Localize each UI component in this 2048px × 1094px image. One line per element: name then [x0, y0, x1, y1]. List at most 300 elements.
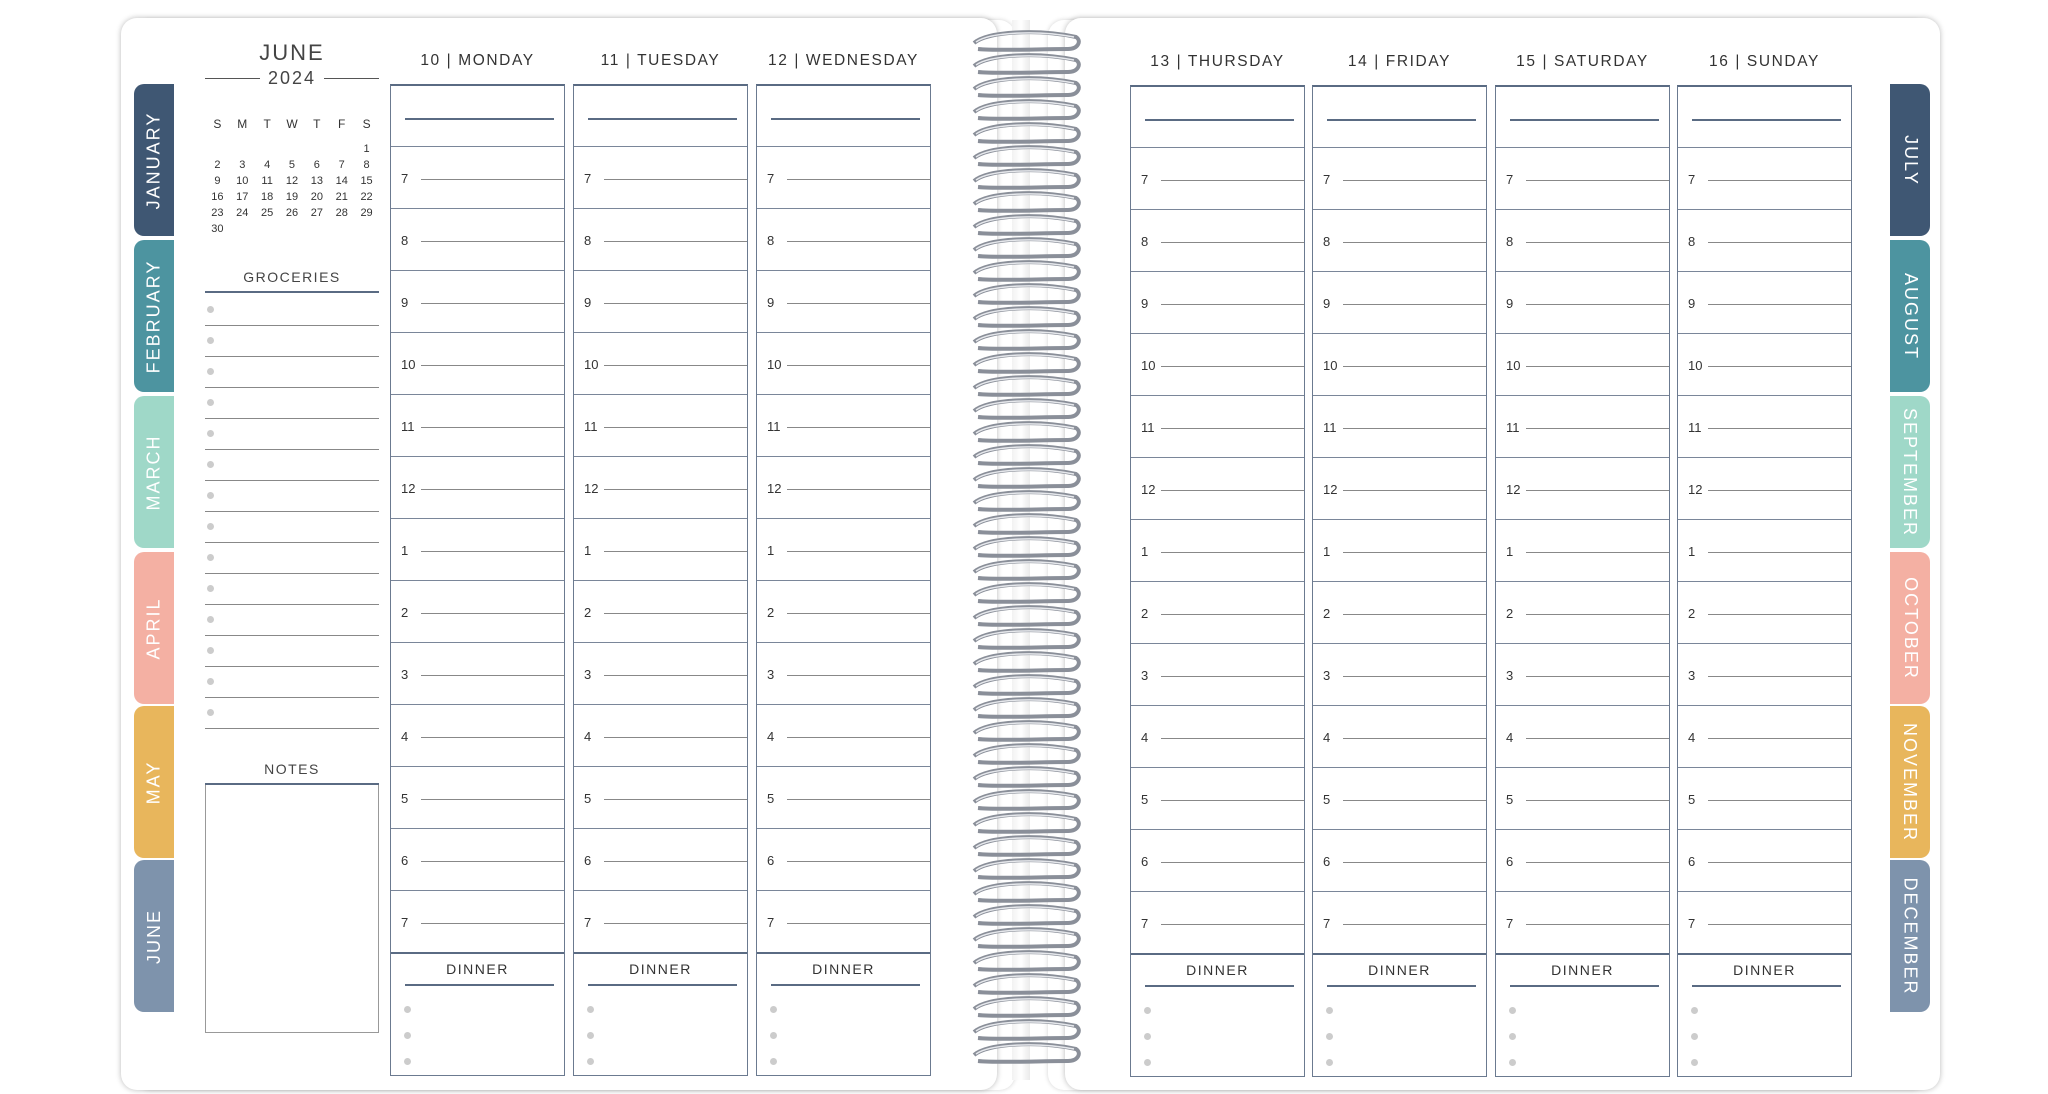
- hour-slot[interactable]: [1496, 829, 1669, 891]
- half-hour-line: [604, 365, 747, 366]
- calendar-day[interactable]: 14: [335, 175, 348, 187]
- calendar-day[interactable]: 26: [285, 207, 299, 219]
- calendar-blank: [230, 223, 255, 235]
- day-top-entry[interactable]: [1313, 87, 1486, 147]
- hour-label: 8: [1506, 234, 1514, 249]
- day-top-entry[interactable]: [1131, 87, 1304, 147]
- grocery-line[interactable]: [205, 512, 379, 543]
- hour-label: 9: [1323, 296, 1331, 311]
- half-hour-line: [604, 923, 747, 924]
- spiral-coil: [974, 538, 1079, 556]
- hour-slot[interactable]: [391, 642, 564, 704]
- hour-slot[interactable]: [1313, 519, 1486, 581]
- hour-label: 2: [1141, 606, 1149, 621]
- hour-slot[interactable]: [1496, 147, 1669, 209]
- hour-slot[interactable]: [757, 580, 930, 642]
- hour-slot[interactable]: [1313, 271, 1486, 333]
- notes-label: NOTES: [264, 761, 320, 777]
- calendar-day[interactable]: 17: [236, 191, 249, 203]
- tab-label: JANUARY: [143, 111, 164, 209]
- hour-slot[interactable]: [1678, 829, 1851, 891]
- hour-slot[interactable]: [1131, 519, 1304, 581]
- hour-slot[interactable]: [1496, 519, 1669, 581]
- hour-slot[interactable]: [757, 332, 930, 394]
- hour-slot[interactable]: [1131, 643, 1304, 705]
- hour-slot[interactable]: [1131, 457, 1304, 519]
- half-hour-line: [787, 675, 930, 676]
- hour-slot[interactable]: [1678, 209, 1851, 271]
- hour-slot[interactable]: [1678, 457, 1851, 519]
- spiral-coil: [974, 308, 1079, 326]
- calendar-day[interactable]: 6: [313, 159, 320, 171]
- tab-february[interactable]: [134, 240, 174, 392]
- spiral-coil: [974, 170, 1079, 188]
- calendar-blank: [205, 143, 230, 155]
- hour-slot[interactable]: [574, 642, 747, 704]
- hour-slot[interactable]: [1496, 581, 1669, 643]
- calendar-day[interactable]: 18: [261, 191, 274, 203]
- half-hour-line: [604, 427, 747, 428]
- half-hour-line: [1526, 614, 1669, 615]
- half-hour-line: [1161, 862, 1304, 863]
- half-hour-line: [421, 675, 564, 676]
- half-hour-line: [1708, 304, 1851, 305]
- hour-slot[interactable]: [1313, 209, 1486, 271]
- grocery-line[interactable]: [205, 450, 379, 481]
- tab-july[interactable]: [1890, 84, 1930, 236]
- day-schedule: [1495, 85, 1670, 1077]
- day-schedule: [1677, 85, 1852, 1077]
- top-entry-line: [588, 118, 737, 120]
- hour-slot[interactable]: [1313, 767, 1486, 829]
- spiral-coil: [974, 745, 1079, 763]
- calendar-day[interactable]: 15: [360, 175, 373, 187]
- hour-slot[interactable]: [1131, 891, 1304, 953]
- hour-slot[interactable]: [1313, 457, 1486, 519]
- hour-slot[interactable]: [757, 270, 930, 332]
- grocery-line[interactable]: [205, 481, 379, 512]
- hour-slot[interactable]: [391, 518, 564, 580]
- calendar-day[interactable]: 25: [261, 207, 274, 219]
- hour-label: 7: [584, 171, 592, 186]
- hour-label: 9: [1141, 296, 1149, 311]
- hour-slot[interactable]: [1678, 395, 1851, 457]
- hour-slot[interactable]: [757, 146, 930, 208]
- hour-label: 9: [584, 295, 592, 310]
- hour-label: 6: [1506, 854, 1514, 869]
- hour-slot[interactable]: [1678, 705, 1851, 767]
- grocery-line[interactable]: [205, 388, 379, 419]
- hour-label: 5: [584, 791, 592, 806]
- hour-slot[interactable]: [1496, 767, 1669, 829]
- hour-label: 1: [401, 543, 409, 558]
- hour-label: 7: [401, 171, 409, 186]
- half-hour-line: [1708, 428, 1851, 429]
- hour-slot[interactable]: [1496, 705, 1669, 767]
- hour-label: 12: [401, 481, 416, 496]
- day-top-entry[interactable]: [757, 86, 930, 146]
- hour-slot[interactable]: [1496, 891, 1669, 953]
- hour-slot[interactable]: [757, 518, 930, 580]
- tab-january[interactable]: [134, 84, 174, 236]
- spiral-coil: [974, 837, 1079, 855]
- day-top-entry[interactable]: [574, 86, 747, 146]
- spiral-coil: [974, 929, 1079, 947]
- dinner-section[interactable]: [1131, 953, 1304, 1076]
- half-hour-line: [787, 737, 930, 738]
- calendar-day[interactable]: 23: [211, 207, 224, 219]
- half-hour-line: [1526, 676, 1669, 677]
- calendar-day[interactable]: 30: [211, 223, 224, 235]
- grocery-line[interactable]: [205, 326, 379, 357]
- half-hour-line: [604, 613, 747, 614]
- hour-label: 5: [1688, 792, 1696, 807]
- bullet-dot: [1144, 1059, 1151, 1066]
- day-column-left-1: [573, 38, 748, 1076]
- hour-label: 1: [767, 543, 775, 558]
- hour-slot[interactable]: [1313, 643, 1486, 705]
- half-hour-line: [787, 613, 930, 614]
- bullet-dot: [770, 1058, 777, 1065]
- hour-slot[interactable]: [1678, 767, 1851, 829]
- hour-label: 8: [767, 233, 775, 248]
- tab-april[interactable]: [134, 552, 174, 704]
- bullet-dot: [207, 585, 214, 592]
- half-hour-line: [1708, 242, 1851, 243]
- hour-slot[interactable]: [1678, 581, 1851, 643]
- hour-slot[interactable]: [391, 828, 564, 890]
- hour-label: 6: [584, 853, 592, 868]
- hour-label: 8: [1323, 234, 1331, 249]
- tab-june[interactable]: [134, 860, 174, 1012]
- hour-label: 1: [1141, 544, 1149, 559]
- tab-november[interactable]: [1890, 706, 1930, 858]
- half-hour-line: [1161, 180, 1304, 181]
- hour-label: 5: [1506, 792, 1514, 807]
- hour-slot[interactable]: [757, 642, 930, 704]
- calendar-day[interactable]: 4: [264, 159, 271, 171]
- hour-slot[interactable]: [1313, 829, 1486, 891]
- day-column-right-0: [1130, 39, 1305, 1077]
- dinner-section[interactable]: [391, 952, 564, 1075]
- bullet-dot: [1326, 1059, 1333, 1066]
- hour-label: 11: [1323, 420, 1337, 435]
- groceries-rule: [205, 291, 379, 293]
- hour-label: 12: [1688, 482, 1703, 497]
- hour-slot[interactable]: [1496, 209, 1669, 271]
- top-entry-line: [771, 118, 920, 120]
- calendar-day[interactable]: 3: [239, 159, 246, 171]
- dinner-section[interactable]: [574, 952, 747, 1075]
- hour-slot[interactable]: [574, 332, 747, 394]
- day-schedule: [756, 84, 931, 1076]
- weekday-header: S: [213, 117, 222, 131]
- calendar-day[interactable]: 7: [338, 159, 345, 171]
- top-entry-line: [405, 118, 554, 120]
- day-column-left-2: [756, 38, 931, 1076]
- calendar-day[interactable]: 12: [285, 175, 299, 187]
- hour-slot[interactable]: [1131, 581, 1304, 643]
- dinner-section[interactable]: [1313, 953, 1486, 1076]
- hour-slot[interactable]: [391, 394, 564, 456]
- hour-slot[interactable]: [574, 456, 747, 518]
- half-hour-line: [1526, 552, 1669, 553]
- day-column-right-1: [1312, 39, 1487, 1077]
- hour-label: 6: [767, 853, 775, 868]
- hour-slot[interactable]: [391, 456, 564, 518]
- hour-label: 12: [767, 481, 782, 496]
- calendar-day[interactable]: 29: [360, 207, 373, 219]
- hour-slot[interactable]: [1496, 333, 1669, 395]
- half-hour-line: [1161, 552, 1304, 553]
- tab-august[interactable]: [1890, 240, 1930, 392]
- hour-label: 11: [1141, 420, 1155, 435]
- spiral-coil: [974, 860, 1079, 878]
- calendar-day[interactable]: 24: [236, 207, 249, 219]
- hour-slot[interactable]: [1313, 147, 1486, 209]
- tab-may[interactable]: [134, 706, 174, 858]
- calendar-day[interactable]: 27: [310, 207, 323, 219]
- half-hour-line: [1343, 862, 1486, 863]
- hour-slot[interactable]: [574, 270, 747, 332]
- hour-label: 5: [1141, 792, 1149, 807]
- hour-slot[interactable]: [391, 146, 564, 208]
- hour-slot[interactable]: [757, 828, 930, 890]
- calendar-day[interactable]: 22: [360, 191, 373, 203]
- calendar-day[interactable]: 8: [363, 159, 370, 171]
- spiral-coil: [974, 446, 1079, 464]
- hour-slot[interactable]: [757, 766, 930, 828]
- day-column-right-2: [1495, 39, 1670, 1077]
- grocery-line[interactable]: [205, 295, 379, 326]
- grocery-line[interactable]: [205, 357, 379, 388]
- hour-slot[interactable]: [1678, 333, 1851, 395]
- spiral-coil: [974, 998, 1079, 1016]
- tab-december[interactable]: [1890, 860, 1930, 1012]
- hour-slot[interactable]: [574, 580, 747, 642]
- calendar-day[interactable]: 28: [335, 207, 348, 219]
- hour-label: 4: [1506, 730, 1514, 745]
- bullet-dot: [1326, 1033, 1333, 1040]
- half-hour-line: [1343, 242, 1486, 243]
- dinner-section[interactable]: [757, 952, 930, 1075]
- bullet-dot: [207, 616, 214, 623]
- hour-slot[interactable]: [1131, 829, 1304, 891]
- hour-slot[interactable]: [391, 332, 564, 394]
- dinner-section[interactable]: [1678, 953, 1851, 1076]
- mini-calendar: [205, 117, 379, 235]
- hour-label: 4: [401, 729, 409, 744]
- tab-label: APRIL: [143, 596, 164, 660]
- hour-label: 1: [1506, 544, 1514, 559]
- hour-label: 7: [1141, 916, 1149, 931]
- hour-slot[interactable]: [757, 704, 930, 766]
- hour-slot[interactable]: [574, 394, 747, 456]
- hour-slot[interactable]: [1313, 891, 1486, 953]
- hour-slot[interactable]: [757, 890, 930, 952]
- calendar-day[interactable]: 20: [310, 191, 323, 203]
- hour-slot[interactable]: [1313, 333, 1486, 395]
- hour-slot[interactable]: [574, 518, 747, 580]
- hour-slot[interactable]: [391, 890, 564, 952]
- half-hour-line: [1343, 552, 1486, 553]
- hour-label: 4: [1141, 730, 1149, 745]
- spiral-coil: [974, 423, 1079, 441]
- notes-box[interactable]: [205, 785, 379, 1033]
- hour-slot[interactable]: [1313, 705, 1486, 767]
- calendar-day[interactable]: 13: [310, 175, 323, 187]
- hour-slot[interactable]: [1131, 767, 1304, 829]
- hour-slot[interactable]: [391, 704, 564, 766]
- hour-label: 7: [401, 915, 409, 930]
- hour-label: 11: [767, 419, 781, 434]
- bullet-dot: [207, 554, 214, 561]
- hour-label: 10: [767, 357, 782, 372]
- hour-slot[interactable]: [574, 208, 747, 270]
- hour-slot[interactable]: [391, 766, 564, 828]
- hour-slot[interactable]: [1131, 705, 1304, 767]
- hour-label: 11: [401, 419, 415, 434]
- hour-slot[interactable]: [574, 766, 747, 828]
- dinner-label: DINNER: [1551, 962, 1614, 978]
- hour-slot[interactable]: [1678, 891, 1851, 953]
- grocery-line[interactable]: [205, 574, 379, 605]
- day-top-entry[interactable]: [1678, 87, 1851, 147]
- half-hour-line: [1161, 800, 1304, 801]
- half-hour-line: [1708, 366, 1851, 367]
- hour-label: 6: [1141, 854, 1149, 869]
- half-hour-line: [604, 303, 747, 304]
- bullet-dot: [207, 306, 214, 313]
- grocery-line[interactable]: [205, 698, 379, 729]
- tab-october[interactable]: [1890, 552, 1930, 704]
- hour-slot[interactable]: [391, 270, 564, 332]
- half-hour-line: [787, 303, 930, 304]
- hour-label: 6: [1688, 854, 1696, 869]
- hour-slot[interactable]: [1678, 643, 1851, 705]
- grocery-line[interactable]: [205, 543, 379, 574]
- calendar-day[interactable]: 1: [363, 143, 370, 155]
- hour-label: 4: [1323, 730, 1331, 745]
- tab-label: JUNE: [143, 908, 164, 964]
- grocery-line[interactable]: [205, 636, 379, 667]
- hour-label: 12: [1141, 482, 1156, 497]
- half-hour-line: [421, 923, 564, 924]
- hour-slot[interactable]: [1131, 147, 1304, 209]
- hour-slot[interactable]: [574, 828, 747, 890]
- hour-slot[interactable]: [1131, 209, 1304, 271]
- hour-slot[interactable]: [1131, 395, 1304, 457]
- bullet-dot: [207, 678, 214, 685]
- half-hour-line: [787, 799, 930, 800]
- calendar-day[interactable]: 11: [261, 175, 273, 187]
- dinner-section[interactable]: [1496, 953, 1669, 1076]
- top-entry-line: [1145, 119, 1294, 121]
- bullet-dot: [1691, 1033, 1698, 1040]
- hour-slot[interactable]: [1678, 271, 1851, 333]
- hour-slot[interactable]: [574, 146, 747, 208]
- hour-slot[interactable]: [574, 890, 747, 952]
- hour-slot[interactable]: [1313, 581, 1486, 643]
- spiral-coil: [974, 722, 1079, 740]
- half-hour-line: [421, 613, 564, 614]
- grocery-line[interactable]: [205, 605, 379, 636]
- calendar-day[interactable]: 16: [211, 191, 224, 203]
- hour-slot[interactable]: [1131, 271, 1304, 333]
- calendar-blank: [354, 223, 379, 235]
- half-hour-line: [1708, 490, 1851, 491]
- half-hour-line: [421, 365, 564, 366]
- hour-label: 9: [767, 295, 775, 310]
- half-hour-line: [604, 241, 747, 242]
- tab-label: SEPTEMBER: [1900, 407, 1921, 537]
- half-hour-line: [1526, 180, 1669, 181]
- hour-label: 5: [401, 791, 409, 806]
- tab-march[interactable]: [134, 396, 174, 548]
- calendar-day[interactable]: 2: [214, 159, 221, 171]
- hour-label: 4: [1688, 730, 1696, 745]
- hour-slot[interactable]: [1496, 457, 1669, 519]
- dinner-rule: [1327, 985, 1476, 987]
- hour-slot[interactable]: [391, 208, 564, 270]
- bullet-dot: [1691, 1007, 1698, 1014]
- hour-label: 10: [1688, 358, 1703, 373]
- hour-label: 4: [767, 729, 775, 744]
- calendar-day[interactable]: 10: [236, 175, 249, 187]
- half-hour-line: [787, 861, 930, 862]
- calendar-day[interactable]: 9: [214, 175, 221, 187]
- tab-september[interactable]: [1890, 396, 1930, 548]
- hour-slot[interactable]: [757, 208, 930, 270]
- calendar-day[interactable]: 21: [335, 191, 348, 203]
- day-header: 11 | TUESDAY: [600, 52, 721, 69]
- calendar-day[interactable]: 19: [285, 191, 299, 203]
- bullet-dot: [207, 492, 214, 499]
- hour-label: 11: [584, 419, 598, 434]
- half-hour-line: [604, 179, 747, 180]
- spiral-coil: [974, 906, 1079, 924]
- bullet-dot: [207, 709, 214, 716]
- day-top-entry[interactable]: [391, 86, 564, 146]
- half-hour-line: [1526, 738, 1669, 739]
- hour-slot[interactable]: [391, 580, 564, 642]
- spiral-coil: [974, 55, 1079, 73]
- hour-slot[interactable]: [1496, 643, 1669, 705]
- half-hour-line: [1161, 366, 1304, 367]
- hour-slot[interactable]: [757, 456, 930, 518]
- hour-label: 2: [1323, 606, 1331, 621]
- bullet-dot: [1509, 1059, 1516, 1066]
- half-hour-line: [421, 551, 564, 552]
- dinner-rule: [1510, 985, 1659, 987]
- hour-slot[interactable]: [1678, 519, 1851, 581]
- hour-slot[interactable]: [1678, 147, 1851, 209]
- hour-slot[interactable]: [757, 394, 930, 456]
- groceries-label: GROCERIES: [243, 269, 341, 285]
- calendar-day[interactable]: 5: [288, 159, 296, 171]
- hour-label: 1: [1688, 544, 1696, 559]
- hour-slot[interactable]: [574, 704, 747, 766]
- spiral-coil: [974, 469, 1079, 487]
- hour-slot[interactable]: [1131, 333, 1304, 395]
- grocery-line[interactable]: [205, 667, 379, 698]
- hour-slot[interactable]: [1496, 395, 1669, 457]
- hour-slot[interactable]: [1496, 271, 1669, 333]
- half-hour-line: [421, 241, 564, 242]
- hour-slot[interactable]: [1313, 395, 1486, 457]
- day-top-entry[interactable]: [1496, 87, 1669, 147]
- grocery-line[interactable]: [205, 419, 379, 450]
